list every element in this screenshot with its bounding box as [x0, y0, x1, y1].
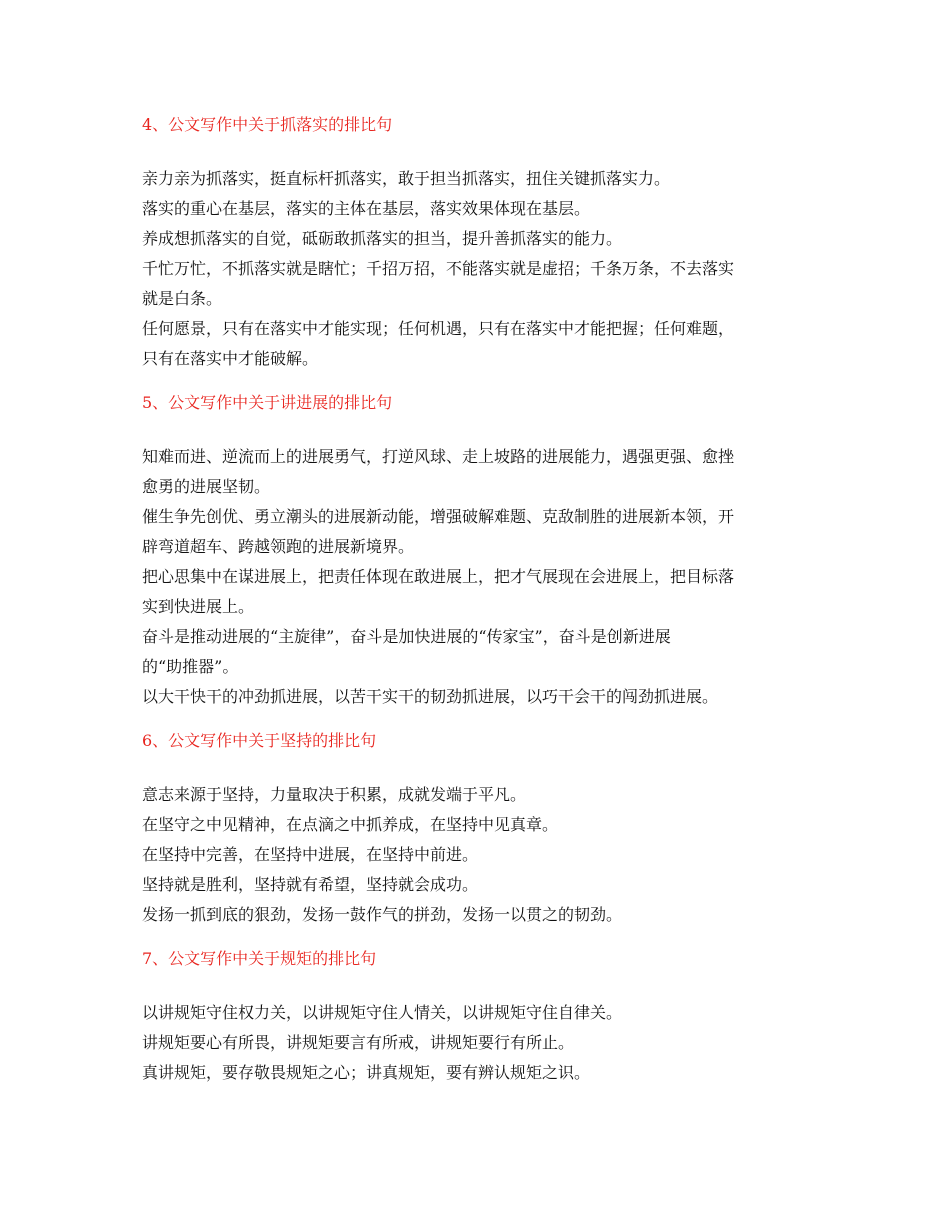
- body-line: 把心思集中在谋进展上，把责任体现在敢进展上，把才气展现在会进展上，把目标落: [142, 567, 735, 586]
- body-line: 只有在落实中才能破解。: [142, 349, 319, 368]
- body-line: 知难而进、逆流而上的进展勇气，打逆风球、走上坡路的进展能力，遇强更强、愈挫: [142, 447, 735, 466]
- body-line: 讲规矩要心有所畏，讲规矩要言有所戒，讲规矩要行有所止。: [142, 1033, 575, 1052]
- section-heading: 4、公文写作中关于抓落实的排比句: [142, 115, 393, 134]
- section-6: [142, 726, 806, 930]
- body-line: 真讲规矩，要存敬畏规矩之心；讲真规矩，要有辨认规矩之识。: [142, 1063, 591, 1082]
- body-line: 催生争先创优、勇立潮头的进展新动能，增强破解难题、克敌制胜的进展新本领，开: [142, 507, 735, 526]
- section-body: [142, 442, 806, 712]
- section-heading: 6、公文写作中关于坚持的排比句: [142, 731, 377, 750]
- body-line: 亲力亲为抓落实，挺直标杆抓落实，敢于担当抓落实，扭住关键抓落实力。: [142, 169, 671, 188]
- document-content: [142, 110, 806, 1102]
- body-line: 在坚守之中见精神，在点滴之中抓养成，在坚持中见真章。: [142, 815, 559, 834]
- body-line: 任何愿景，只有在落实中才能实现；任何机遇，只有在落实中才能把握；任何难题，: [142, 319, 735, 338]
- section-body: [142, 998, 806, 1088]
- section-body: [142, 164, 806, 374]
- body-line: 落实的重心在基层，落实的主体在基层，落实效果体现在基层。: [142, 199, 591, 218]
- body-line: 辟弯道超车、跨越领跑的进展新境界。: [142, 537, 415, 556]
- body-line: 以讲规矩守住权力关，以讲规矩守住人情关，以讲规矩守住自律关。: [142, 1003, 623, 1022]
- section-4: [142, 110, 806, 374]
- body-line: 发扬一抓到底的狠劲，发扬一鼓作气的拼劲，发扬一以贯之的韧劲。: [142, 905, 623, 924]
- body-line: 意志来源于坚持，力量取决于积累，成就发端于平凡。: [142, 785, 527, 804]
- body-line: 的“助推器”。: [142, 657, 239, 676]
- body-line: 以大干快干的冲劲抓进展，以苦干实干的韧劲抓进展，以巧干会干的闯劲抓进展。: [142, 687, 719, 706]
- body-line: 千忙万忙，不抓落实就是瞎忙；千招万招，不能落实就是虚招；千条万条，不去落实: [142, 259, 735, 278]
- body-line: 养成想抓落实的自觉，砥砺敢抓落实的担当，提升善抓落实的能力。: [142, 229, 623, 248]
- section-5: [142, 388, 806, 712]
- body-line: 坚持就是胜利，坚持就有希望，坚持就会成功。: [142, 875, 479, 894]
- body-line: 在坚持中完善，在坚持中进展，在坚持中前进。: [142, 845, 479, 864]
- section-heading: 5、公文写作中关于讲进展的排比句: [142, 393, 393, 412]
- section-heading: 7、公文写作中关于规矩的排比句: [142, 949, 377, 968]
- section-body: [142, 780, 806, 930]
- body-line: 实到快进展上。: [142, 597, 255, 616]
- body-line: 就是白条。: [142, 289, 223, 308]
- body-line: 愈勇的进展坚韧。: [142, 477, 271, 496]
- body-line: 奋斗是推动进展的“主旋律”，奋斗是加快进展的“传家宝”，奋斗是创新进展: [142, 627, 671, 646]
- section-7: [142, 944, 806, 1088]
